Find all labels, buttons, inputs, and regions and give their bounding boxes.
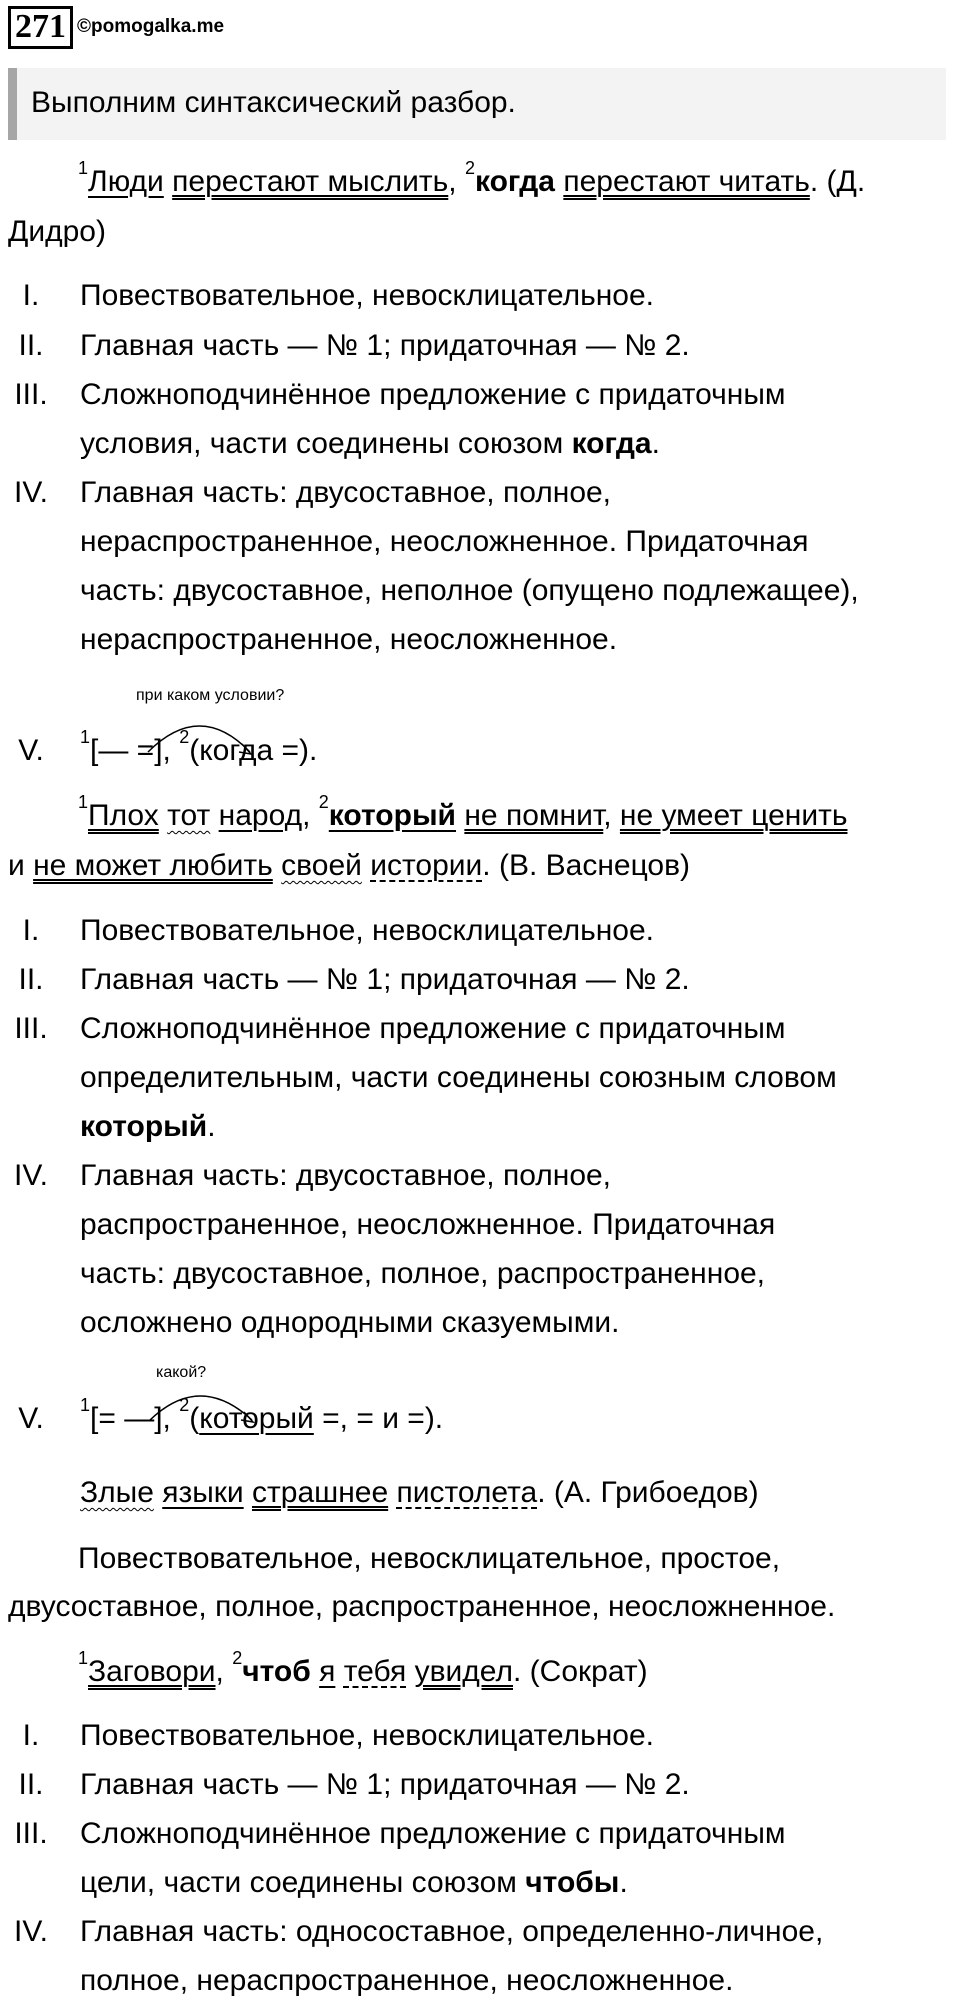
author-text: . (В. Васнецов) bbox=[482, 849, 691, 882]
analysis-line: Главная часть — № 1; придаточная — № 2. bbox=[80, 329, 690, 362]
predicate: увидел bbox=[414, 1655, 513, 1688]
analysis-line: двусоставное, полное, распространенное, неосложненное. bbox=[8, 1590, 836, 1623]
predicate: не помнит bbox=[464, 799, 604, 832]
sentence-1-author: Дидро) bbox=[8, 215, 106, 248]
object: истории bbox=[370, 849, 483, 882]
clause-number: 2 bbox=[179, 1395, 190, 1415]
analysis-line: Главная часть: двусоставное, полное, bbox=[80, 1159, 612, 1192]
site-name: ©pomogalka.me bbox=[77, 16, 225, 37]
clause-number: 2 bbox=[318, 792, 329, 812]
analysis-line: нераспространенное, неосложненное. Придаточная bbox=[80, 525, 809, 558]
analysis-line: часть: двусоставное, полное, распространенное, bbox=[80, 1257, 766, 1290]
analysis-line: нераспространенное, неосложненное. bbox=[80, 623, 618, 656]
scheme-subordinate: =, = и =). bbox=[313, 1402, 444, 1435]
predicate: не умеет ценить bbox=[619, 799, 848, 832]
analysis-line: условия, части соединены союзом когда. bbox=[80, 427, 660, 460]
attribute: тот bbox=[167, 799, 211, 832]
scheme-bracket: ( bbox=[189, 1402, 200, 1435]
analysis-line: цели, части соединены союзом чтобы. bbox=[80, 1866, 628, 1899]
analysis-line: Главная часть — № 1; придаточная — № 2. bbox=[80, 963, 690, 996]
sentence-4: $^1$Заговори, $^2$чтоб я тебя увидел. (Сократ) bbox=[78, 1648, 648, 1688]
analysis-line: Сложноподчинённое предложение с придаточным bbox=[80, 378, 786, 411]
banner-text: Выполним синтаксический разбор. bbox=[31, 86, 516, 119]
sentence-3 bbox=[80, 1474, 759, 1512]
scheme-conjunctive-word: который bbox=[199, 1402, 314, 1435]
analysis-line: Сложноподчинённое предложение с придаточным bbox=[80, 1012, 786, 1045]
analysis-line: определительным, части соединены союзным словом bbox=[80, 1061, 837, 1094]
scheme-main: [= —], bbox=[90, 1402, 180, 1435]
conjunction: когда bbox=[474, 165, 555, 198]
item-number: II. bbox=[18, 963, 44, 996]
attribute: своей bbox=[281, 849, 362, 882]
predicate: Заговори bbox=[88, 1655, 216, 1688]
clause-number: 1 bbox=[80, 1395, 91, 1415]
conjunction: и bbox=[8, 849, 34, 882]
scheme bbox=[80, 727, 318, 770]
analysis-line: который. bbox=[80, 1110, 216, 1143]
clause-number: 1 bbox=[78, 158, 89, 178]
conjunctive-word: который bbox=[328, 799, 457, 832]
conjunction: когда bbox=[571, 427, 652, 460]
item-number: I. bbox=[22, 279, 40, 312]
predicate: перестают читать bbox=[563, 165, 810, 198]
item-number: V. bbox=[18, 1402, 44, 1435]
clause-number: 1 bbox=[78, 1648, 89, 1668]
object: тебя bbox=[343, 1655, 407, 1688]
subject: Люди bbox=[88, 165, 164, 198]
sentence-2: $^1$Плох тот народ, $^2$который не помнит, не умеет ценить bbox=[78, 792, 848, 832]
analysis-line: Главная часть: односоставное, определенно-личное, bbox=[80, 1915, 824, 1948]
clause-number: 2 bbox=[464, 158, 475, 178]
question-note: при каком условии? bbox=[136, 687, 285, 704]
clause-number: 2 bbox=[179, 727, 190, 747]
attribute: Злые bbox=[80, 1476, 154, 1509]
analysis-text: цели, части соединены союзом bbox=[80, 1866, 526, 1899]
conjunctive-word: который bbox=[80, 1110, 208, 1143]
item-number: III. bbox=[14, 1817, 48, 1850]
item-number: IV. bbox=[14, 1159, 48, 1192]
analysis-line: Повествовательное, невосклицательное. bbox=[80, 914, 654, 947]
analysis-line: Повествовательное, невосклицательное. bbox=[80, 279, 654, 312]
analysis-line: часть: двусоставное, неполное (опущено подлежащее), bbox=[80, 574, 859, 607]
analysis-line: полное, нераспространенное, неосложненное. bbox=[80, 1964, 734, 1997]
analysis-line: Повествовательное, невосклицательное. bbox=[80, 1719, 654, 1752]
analysis-line: Главная часть: двусоставное, полное, bbox=[80, 476, 612, 509]
analysis-line: Повествовательное, невосклицательное, простое, bbox=[78, 1542, 781, 1575]
item-number: I. bbox=[22, 914, 40, 947]
analysis-line: осложнено однородными сказуемыми. bbox=[80, 1306, 620, 1339]
analysis-line: распространенное, неосложненное. Придаточная bbox=[80, 1208, 776, 1241]
subject: языки bbox=[162, 1476, 244, 1509]
analysis-text: условия, части соединены союзом bbox=[80, 427, 572, 460]
analysis-line: Сложноподчинённое предложение с придаточным bbox=[80, 1817, 786, 1850]
author-text: . (Д. bbox=[809, 165, 866, 198]
sentence-2-cont bbox=[8, 847, 690, 885]
subject: народ bbox=[218, 799, 303, 832]
scheme-subordinate: (когда =). bbox=[189, 734, 318, 767]
item-number: IV. bbox=[14, 1915, 48, 1948]
item-number: V. bbox=[18, 734, 44, 767]
sentence-1: $^1$Люди перестают мыслить, $^2$когда перестают читать. (Д. bbox=[78, 158, 866, 198]
item-number: I. bbox=[22, 1719, 40, 1752]
predicate: страшнее bbox=[252, 1476, 389, 1509]
predicate: перестают мыслить bbox=[172, 165, 449, 198]
predicate: Плох bbox=[88, 799, 159, 832]
scheme-main: [— =], bbox=[90, 734, 180, 767]
author-text: . (Сократ) bbox=[513, 1655, 648, 1688]
predicate: не может любить bbox=[33, 849, 273, 882]
scheme bbox=[80, 1395, 444, 1438]
item-number: III. bbox=[14, 378, 48, 411]
clause-number: 2 bbox=[232, 1648, 243, 1668]
clause-number: 1 bbox=[78, 792, 89, 812]
conjunction: чтоб bbox=[242, 1655, 311, 1688]
question-note: какой? bbox=[156, 1364, 207, 1381]
object: пистолета bbox=[396, 1476, 538, 1509]
item-number: IV. bbox=[14, 476, 48, 509]
task-number: 271 bbox=[8, 6, 73, 49]
author-text: . (А. Грибоедов) bbox=[537, 1476, 759, 1509]
item-number: III. bbox=[14, 1012, 48, 1045]
item-number: II. bbox=[18, 329, 44, 362]
item-number: II. bbox=[18, 1768, 44, 1801]
subject: я bbox=[319, 1655, 336, 1688]
clause-number: 1 bbox=[80, 727, 91, 747]
analysis-line: Главная часть — № 1; придаточная — № 2. bbox=[80, 1768, 690, 1801]
conjunction: чтобы bbox=[525, 1866, 620, 1899]
